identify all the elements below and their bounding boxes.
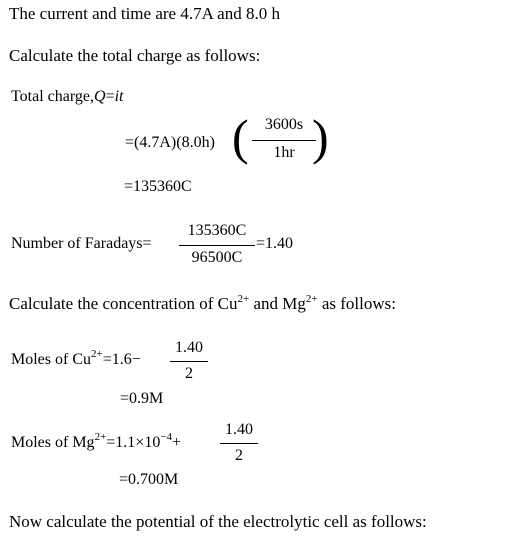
mg-plus: + xyxy=(172,434,182,451)
concentration-heading-end: as follows: xyxy=(317,294,396,313)
mg-exponent: −4 xyxy=(160,431,173,443)
mg-moles-equation xyxy=(11,431,182,452)
faradays-denominator: 96500C xyxy=(191,249,243,266)
charge-equals: = xyxy=(105,88,115,105)
cu-moles-rhs: =1.6− xyxy=(102,351,141,368)
fraction-bar xyxy=(179,245,255,246)
mg-denominator: 2 xyxy=(235,447,243,464)
mg-result: =0.700M xyxy=(119,471,179,488)
cu-fraction xyxy=(170,339,208,387)
faradays-numerator: 135360C xyxy=(187,222,247,239)
mg-fraction xyxy=(220,421,258,469)
cu-denominator: 2 xyxy=(185,365,193,382)
charge-line-2: =(4.7A)(8.0h) xyxy=(125,134,215,151)
charge-symbol-it: it xyxy=(114,88,124,105)
mg-numerator: 1.40 xyxy=(225,421,253,438)
conversion-numerator: 3600s xyxy=(264,116,304,133)
cu-moles-sup: 2+ xyxy=(91,348,103,360)
faradays-fraction xyxy=(179,222,255,272)
mg-moles-sup: 2+ xyxy=(94,431,107,443)
total-charge-label: Total charge, xyxy=(11,88,94,105)
fraction-bar xyxy=(220,443,258,444)
concentration-heading-text: Calculate the concentration of Cu xyxy=(9,294,238,313)
faradays-label: Number of Faradays= xyxy=(11,235,152,252)
concentration-heading-mid: and Mg xyxy=(249,294,306,313)
charge-heading: Calculate the total charge as follows: xyxy=(9,46,261,65)
cu-charge-sup: 2+ xyxy=(237,293,250,305)
cu-moles-label: Moles of Cu xyxy=(11,351,91,368)
fraction-bar xyxy=(252,140,316,141)
conversion-denominator: 1hr xyxy=(273,144,295,161)
charge-symbol-q: Q xyxy=(94,88,106,105)
faradays-result: =1.40 xyxy=(256,235,294,252)
cu-numerator: 1.40 xyxy=(175,339,203,356)
left-paren: ( xyxy=(232,109,249,165)
total-charge-equation xyxy=(11,88,123,106)
concentration-heading xyxy=(9,294,396,314)
conversion-fraction xyxy=(252,116,316,168)
right-paren: ) xyxy=(312,109,329,165)
cu-moles-equation xyxy=(11,348,141,369)
mg-charge-sup: 2+ xyxy=(305,293,318,305)
cu-result: =0.9M xyxy=(120,390,164,407)
mg-moles-rhs: =1.1×10 xyxy=(106,434,161,451)
final-heading: Now calculate the potential of the electrolytic cell as follows: xyxy=(9,512,427,531)
intro-text: The current and time are 4.7A and 8.0 h xyxy=(9,4,280,23)
charge-result: =135360C xyxy=(124,178,192,195)
fraction-bar xyxy=(170,361,208,362)
mg-moles-label: Moles of Mg xyxy=(11,434,95,451)
